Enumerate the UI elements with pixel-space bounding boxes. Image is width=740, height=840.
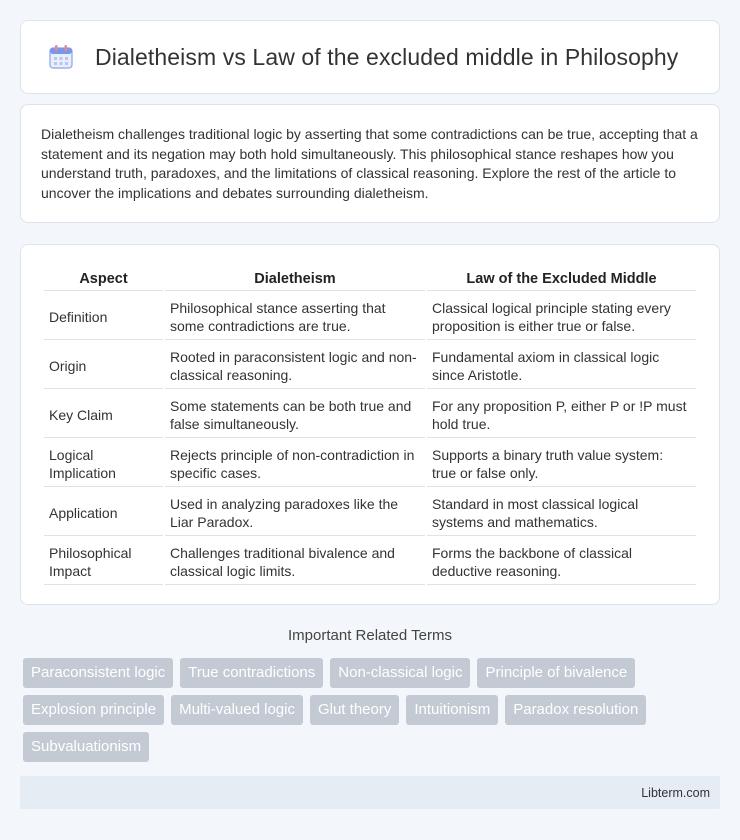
term-tag[interactable]: Glut theory (310, 695, 399, 725)
related-terms-heading: Important Related Terms (288, 627, 452, 644)
term-tag[interactable]: Paradox resolution (505, 695, 646, 725)
table-cell: Challenges traditional bivalence and classical logic limits. (165, 538, 425, 585)
table-cell: Rejects principle of non-contradiction in specific cases. (165, 440, 425, 487)
term-tag[interactable]: Principle of bivalence (477, 658, 635, 688)
term-tag[interactable]: Explosion principle (23, 695, 164, 725)
term-tag[interactable]: Multi-valued logic (171, 695, 303, 725)
header-card (20, 20, 720, 94)
table-cell: Some statements can be both true and false simultaneously. (165, 391, 425, 438)
footer (20, 776, 720, 809)
table-cell: Rooted in paraconsistent logic and non-classical reasoning. (165, 342, 425, 389)
related-terms-list (23, 658, 723, 762)
table-cell: Philosophical Impact (44, 538, 163, 585)
term-tag[interactable]: Paraconsistent logic (23, 658, 173, 688)
calendar-icon (47, 43, 75, 71)
table-cell: Key Claim (44, 391, 163, 438)
intro-text: Dialetheism challenges traditional logic by asserting that some contradictions can be true, accepting that a statement and its negation may both hold simultaneously. This philosophical stance reshapes how you understand truth, paradoxes, and the limitations of classical reasoning. Explore the rest of the article to uncover the implications and debates surrounding dialetheism. (41, 126, 698, 201)
table-row (44, 538, 696, 585)
term-tag[interactable]: True contradictions (180, 658, 323, 688)
table-row (44, 489, 696, 536)
table-row (44, 342, 696, 389)
table-cell: Forms the backbone of classical deductive reasoning. (427, 538, 696, 585)
table-cell: Philosophical stance asserting that some contradictions are true. (165, 293, 425, 340)
comparison-table (42, 265, 698, 587)
table-row (44, 391, 696, 438)
table-cell: Origin (44, 342, 163, 389)
table-cell: Supports a binary truth value system: true or false only. (427, 440, 696, 487)
table-cell: Application (44, 489, 163, 536)
column-header: Aspect (44, 267, 163, 291)
table-cell: For any proposition P, either P or !P must hold true. (427, 391, 696, 438)
column-header: Dialetheism (165, 267, 425, 291)
table-cell: Standard in most classical logical systems and mathematics. (427, 489, 696, 536)
footer-site-link[interactable]: Libterm.com (641, 785, 710, 800)
term-tag[interactable]: Intuitionism (406, 695, 498, 725)
table-cell: Used in analyzing paradoxes like the Liar Paradox. (165, 489, 425, 536)
term-tag[interactable]: Non-classical logic (330, 658, 470, 688)
table-cell: Logical Implication (44, 440, 163, 487)
page-title: Dialetheism vs Law of the excluded middle in Philosophy (95, 43, 679, 70)
table-cell: Definition (44, 293, 163, 340)
table-cell: Classical logical principle stating every proposition is either true or false. (427, 293, 696, 340)
comparison-card (20, 244, 720, 605)
intro-card (20, 104, 720, 223)
table-header-row (44, 267, 696, 291)
column-header: Law of the Excluded Middle (427, 267, 696, 291)
table-row (44, 293, 696, 340)
table-row (44, 440, 696, 487)
table-cell: Fundamental axiom in classical logic since Aristotle. (427, 342, 696, 389)
term-tag[interactable]: Subvaluationism (23, 732, 149, 762)
